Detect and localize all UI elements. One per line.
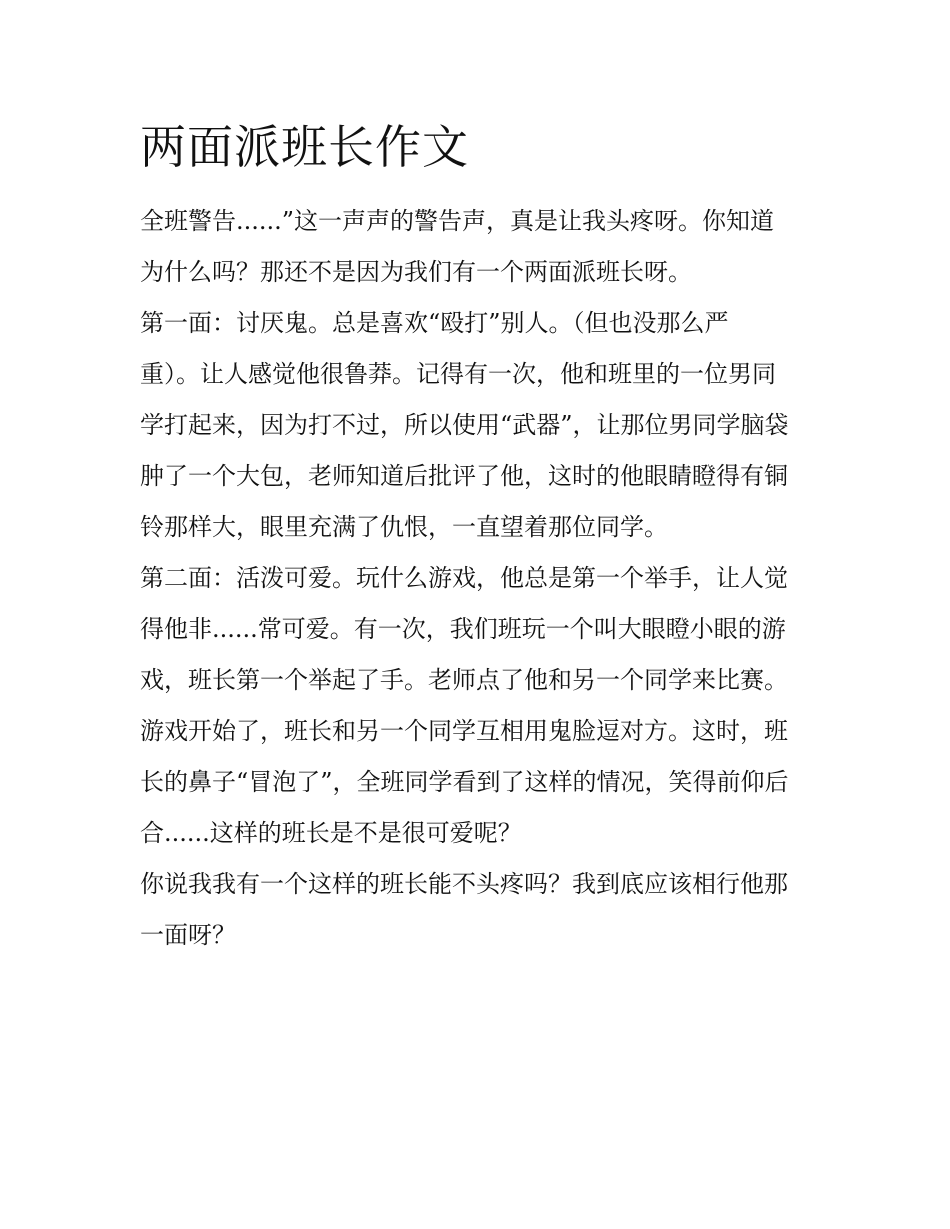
text-line: 铃那样大，眼里充满了仇恨，一直望着那位同学。 bbox=[140, 513, 668, 541]
text-line: 长的鼻子“冒泡了”，全班同学看到了这样的情况，笑得前仰后 bbox=[140, 768, 789, 796]
text-line: 第一面：讨厌鬼。总是喜欢“殴打”别人。（但也没那么严 bbox=[140, 309, 729, 337]
text-line: 肿了一个大包，老师知道后批评了他，这时的他眼睛瞪得有铜 bbox=[140, 462, 788, 490]
text-line: 游戏开始了，班长和另一个同学互相用鬼脸逗对方。这时，班 bbox=[140, 717, 788, 745]
text-line: 你说我我有一个这样的班长能不头疼吗？我到底应该相行他那 bbox=[140, 870, 788, 898]
text-line: 全班警告......”这一声声的警告声，真是让我头疼呀。你知道 bbox=[140, 207, 775, 235]
text-line: 学打起来，因为打不过，所以使用“武器”，让那位男同学脑袋 bbox=[140, 411, 789, 439]
text-line: 合......这样的班长是不是很可爱呢？ bbox=[140, 819, 522, 847]
text-line: 一面呀？ bbox=[140, 921, 236, 949]
text-line: 重）。让人感觉他很鲁莽。记得有一次，他和班里的一位男同 bbox=[140, 360, 776, 388]
document-title: 两面派班长作文 bbox=[140, 120, 469, 174]
text-line: 为什么吗？那还不是因为我们有一个两面派班长呀。 bbox=[140, 258, 692, 286]
text-line: 第二面：活泼可爱。玩什么游戏，他总是第一个举手，让人觉 bbox=[140, 564, 788, 592]
text-line: 得他非......常可爱。有一次，我们班玩一个叫大眼瞪小眼的游 bbox=[140, 615, 786, 643]
text-line: 戏，班长第一个举起了手。老师点了他和另一个同学来比赛。 bbox=[140, 666, 788, 694]
